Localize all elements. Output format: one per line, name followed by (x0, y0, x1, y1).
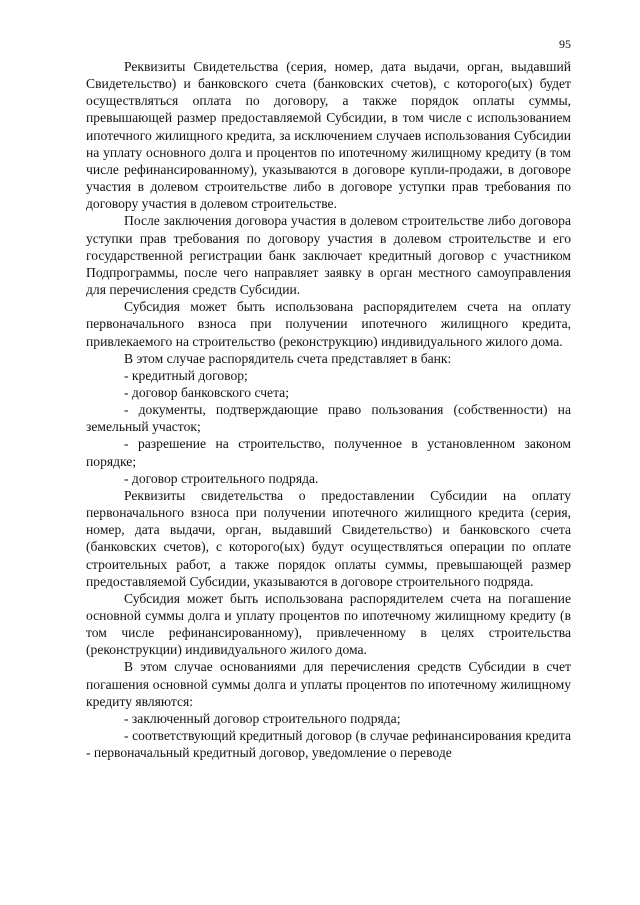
document-body (86, 58, 571, 761)
paragraph-grounds-intro: В этом случае основаниями для перечисления средств Субсидии в счет погашения основной суммы долга и уплаты процентов по ипотечному жилищному кредиту являются: (86, 659, 571, 709)
list-item-concluded-construction-contract: - заключенный договор строительного подряда; (124, 710, 401, 726)
paragraph-subsidy-initial-payment: Субсидия может быть использована распорядителем счета на оплату первоначального взноса при получении ипотечного жилищного кредита, привлекаемого на строительство (реконструкцию) индивидуального жилого дома. (86, 299, 571, 349)
paragraph-after-contract: После заключения договора участия в долевом строительстве либо договора уступки прав требования по договору участия в долевом строительстве и его государственной регистрации банк заключает кредитный договор с участником Подпрограммы, после чего направляет заявку в орган местного самоуправления для перечисления средств Субсидии. (86, 213, 571, 298)
list-item-building-permit: - разрешение на строительство, полученное в установленном законом порядке; (86, 436, 571, 469)
paragraph-documents-intro: В этом случае распорядитель счета представляет в банк: (124, 350, 452, 366)
paragraph-requisites-construction: Реквизиты свидетельства о предоставлении Субсидии на оплату первоначального взноса при получении ипотечного жилищного кредита (серия, номер, дата выдачи, орган, выдавший Свидетельство) и банковского счета (банковских счетов), с которого(ых) будут осуществляться операции по оплате строительных работ, а также порядок оплаты суммы, превышающей размер предоставляемой Субсидии, указываются в договоре строительного подряда. (86, 487, 571, 589)
paragraph-subsidy-debt-repayment: Субсидия может быть использована распорядителем счета на погашение основной суммы долга и уплату процентов по ипотечному жилищному кредиту (в том числе рефинансированному), привлеченному в целях строительства (реконструкции) индивидуального жилого дома. (86, 590, 571, 658)
list-item-bank-account-agreement: - договор банковского счета; (124, 384, 289, 400)
page-number: 95 (559, 37, 571, 51)
list-item-construction-contract: - договор строительного подряда. (124, 470, 319, 486)
list-item-credit-agreement: - кредитный договор; (124, 367, 248, 383)
paragraph-requisites-certificate: Реквизиты Свидетельства (серия, номер, дата выдачи, орган, выдавший Свидетельство) и банковского счета (банковских счетов), с которого(ых) будет осуществляться оплата по договору, а также порядок оплаты суммы, превышающей размер предоставляемой Субсидии, в том числе с использованием ипотечного жилищного кредита, за исключением случаев использования Субсидии на уплату основного долга и процентов по ипотечному жилищному кредиту (в том числе рефинансированному), указываются в договоре купли-продажи, в договоре участия в долевом строительстве либо в договоре уступки прав требования по договору участия в долевом строительстве. (86, 59, 571, 212)
list-item-land-rights-documents: - документы, подтверждающие право пользования (собственности) на земельный участок; (86, 402, 571, 435)
list-item-corresponding-credit-agreement: - соответствующий кредитный договор (в случае рефинансирования кредита - первоначальный кредитный договор, уведомление о переводе (86, 728, 571, 761)
